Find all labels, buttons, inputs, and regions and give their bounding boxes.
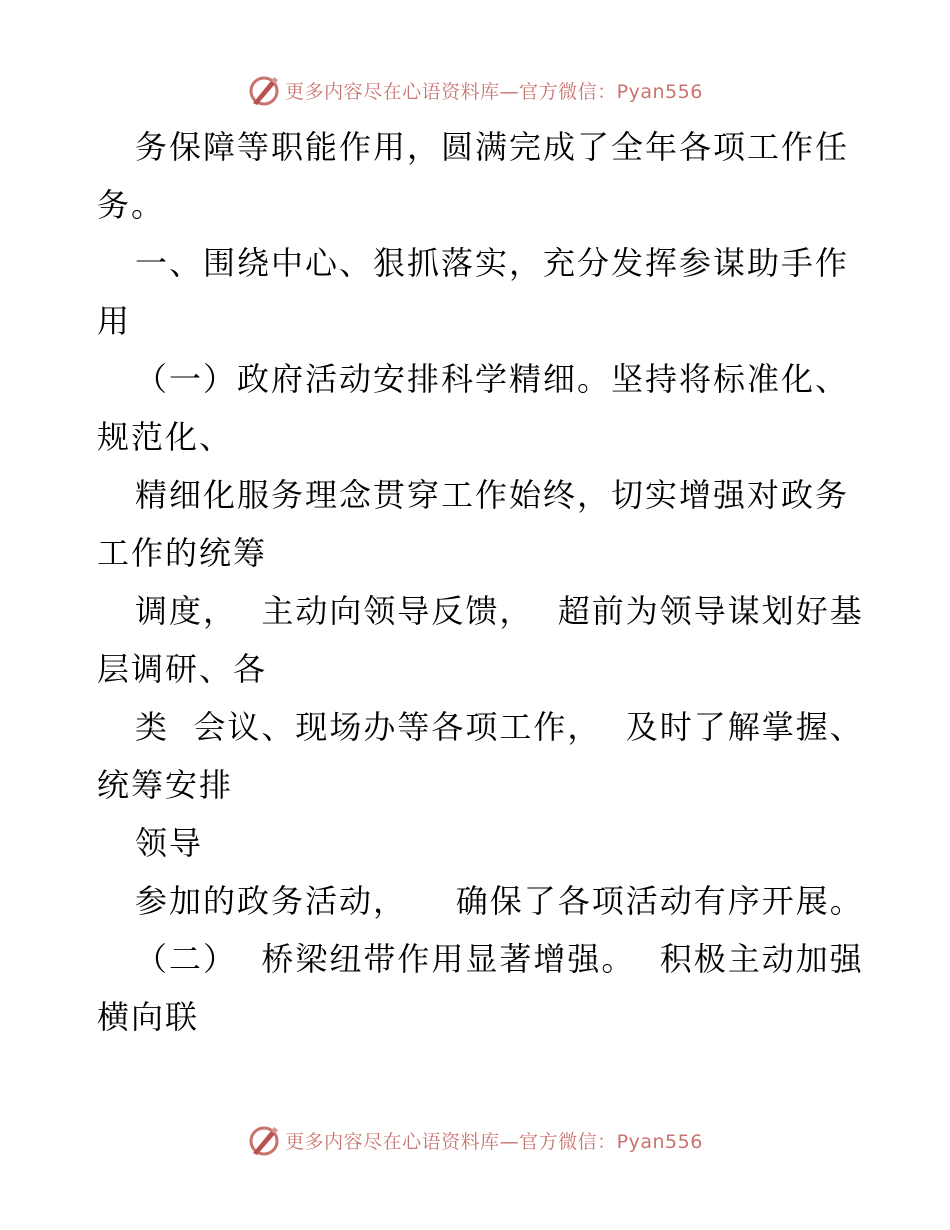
section-heading: 一、围绕中心、狠抓落实，充分发挥参谋助手作 [135, 244, 850, 282]
pen-logo-icon [247, 73, 281, 107]
text-line: 层调研、各 [97, 650, 268, 688]
text-line: 类 会议、现场办等各项工作， 及时了解掌握、 [135, 708, 864, 746]
footer-watermark [0, 1122, 950, 1158]
text-line: 统筹安排 [97, 766, 234, 804]
text-line: 务。 [97, 186, 166, 224]
text-line: 务保障等职能作用，圆满完成了全年各项工作任 [135, 128, 850, 166]
text-line: （一）政府活动安排科学精细。坚持将标准化、 [135, 360, 850, 398]
text-line: 规范化、 [97, 418, 234, 456]
watermark-text: 更多内容尽在心语资料库—官方微信：Pyan556 [285, 1130, 703, 1153]
pen-logo-icon [247, 1123, 281, 1157]
text-line: （二） 桥梁纽带作用显著增强。 积极主动加强 [135, 940, 864, 978]
document-body [97, 118, 864, 1046]
header-watermark [0, 72, 950, 108]
text-line: 参加的政务活动， 确保了各项活动有序开展。 [135, 882, 864, 920]
text-line: 横向联 [97, 998, 200, 1036]
text-line: 领导 [135, 824, 204, 862]
text-line: 调度， 主动向领导反馈， 超前为领导谋划好基 [135, 592, 864, 630]
text-line: 精细化服务理念贯穿工作始终，切实增强对政务 [135, 476, 850, 514]
text-line: 工作的统筹 [97, 534, 268, 572]
watermark-text: 更多内容尽在心语资料库—官方微信：Pyan556 [285, 80, 703, 103]
text-line: 用 [97, 302, 132, 340]
